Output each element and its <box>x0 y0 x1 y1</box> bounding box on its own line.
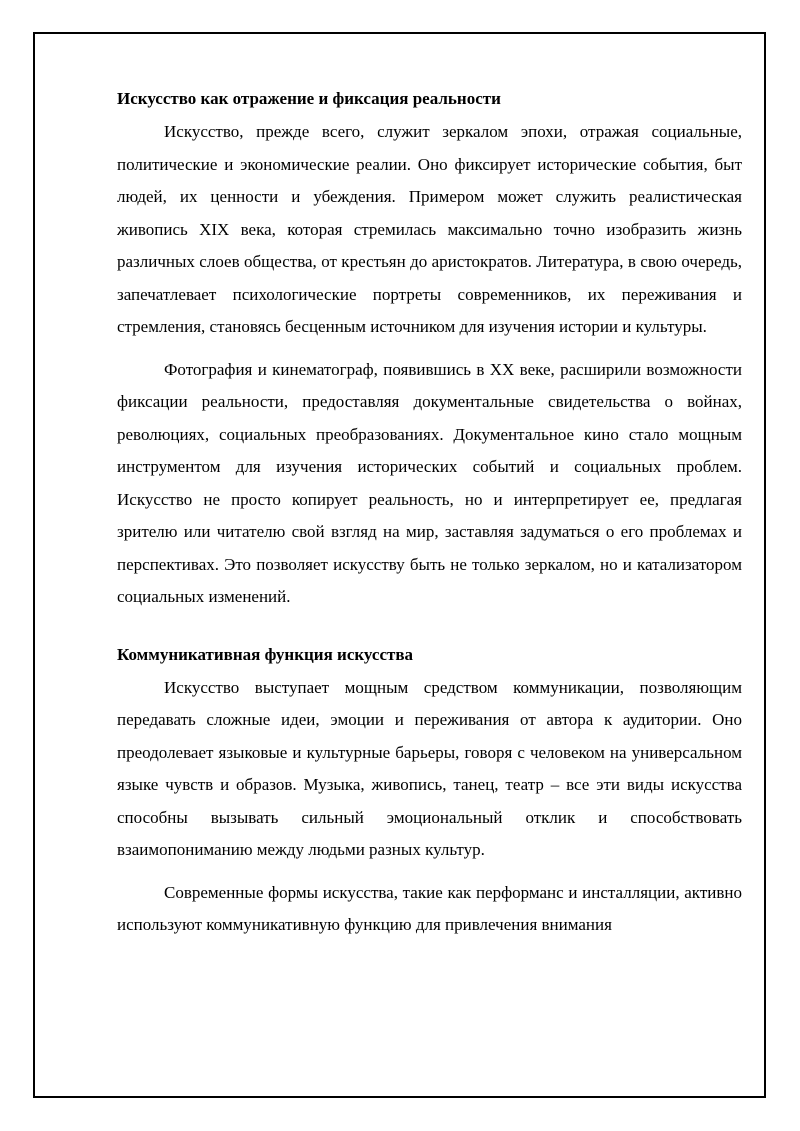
paragraph: Искусство, прежде всего, служит зеркалом эпохи, отражая социальные, политические и экономические реалии. Оно фиксирует исторические события, быт людей, их ценности и убеждения. Примером может служить реалистическая живопись XIX века, которая стремилась максимально точно изобразить жизнь различных слоев общества, от крестьян до аристократов. Литература, в свою очередь, запечатлевает психологические портреты современников, их переживания и стремления, становясь бесценным источником для изучения истории и культуры. <box>117 122 742 336</box>
document-body <box>117 84 742 942</box>
paragraph: Фотография и кинематограф, появившись в XX веке, расширили возможности фиксации реальности, предоставляя документальные свидетельства о войнах, революциях, социальных преобразованиях. Документальное кино стало мощным инструментом для изучения исторических событий и социальных проблем. Искусство не просто копирует реальность, но и интерпретирует ее, предлагая зрителю или читателю свой взгляд на мир, заставляя задуматься о его проблемах и перспективах. Это позволяет искусству быть не только зеркалом, но и катализатором социальных изменений. <box>117 359 742 606</box>
paragraph: Искусство выступает мощным средством коммуникации, позволяющим передавать сложные идеи, эмоции и переживания от автора к аудитории. Оно преодолевает языковые и культурные барьеры, говоря с человеком на универсальном языке чувств и образов. Музыка, живопись, танец, театр – все эти виды искусства способны вызывать сильный эмоциональный отклик и способствовать взаимопониманию между людьми разных культур. <box>117 677 742 859</box>
section-heading-communicative: Коммуникативная функция искусства <box>117 644 414 664</box>
section-heading-reflection: Искусство как отражение и фиксация реальности <box>117 89 501 108</box>
paragraph: Современные формы искусства, такие как перформанс и инсталляции, активно используют коммуникативную функцию для привлечения внимания <box>117 882 742 934</box>
